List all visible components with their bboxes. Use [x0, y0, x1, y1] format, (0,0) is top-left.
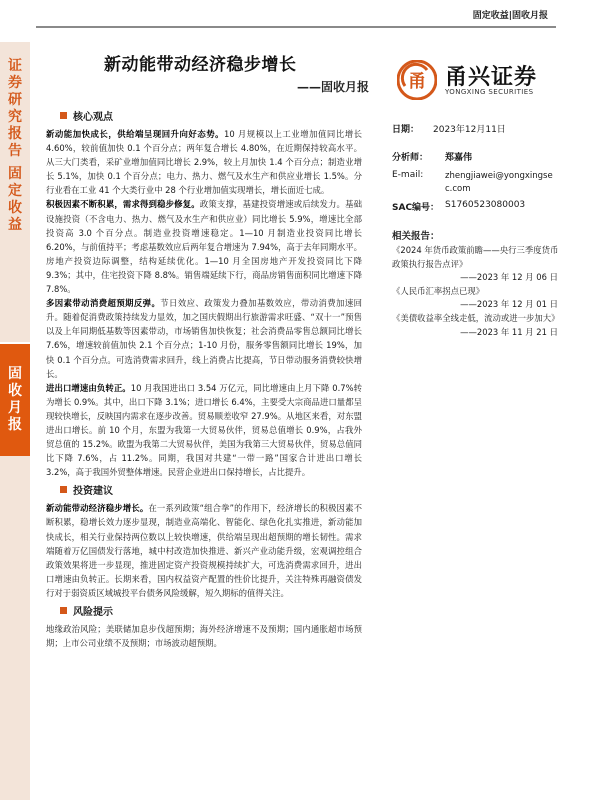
paragraph-demand — [46, 197, 362, 296]
related-report-date: ——2023 年 12 月 06 日 — [460, 272, 558, 283]
rail-char: 定 — [8, 183, 22, 199]
paragraph-lead: 新动能带动经济稳步增长。 — [46, 503, 149, 514]
section-heading-investment — [46, 482, 362, 497]
sac-label: SAC编号： — [392, 203, 440, 213]
section-square-icon — [60, 112, 67, 119]
paragraph-body: 10 月我国进出口 3.54 万亿元，同比增速由上月下降 0.7%转为增长 0.9%。其中，出口下降 3.1%；进口增长 6.4%，主要受大宗商品进口量都呈现较快增长，反映国内需求在逐步改善。贸易顺差收窄 27.9%。从地区来看，对东盟进出口增长。前 10 个月，东盟为我第一大贸易伙伴，贸易总值增长 0.9%，占我外贸总值的 15.2%。欧盟为我第二大贸易伙伴，美国为我第三大贸易伙伴，贸易总值同比下降 7.6%，占 11.2%。同期，我国对共建“一带一路”国家合计进出口增长 3.2%，高于我国外贸整体增速。民营企业进出口保持增长，占比提升。 — [46, 382, 363, 478]
related-report-date: ——2023 年 12 月 01 日 — [460, 299, 558, 310]
rail-char: 收 — [8, 383, 22, 399]
related-report-title[interactable]: 《2024 年货币政策前瞻——央行三季度货币政策执行报告点评》 — [392, 245, 559, 269]
rail-char: 报 — [8, 126, 22, 142]
related-reports-heading: 相关报告： — [392, 231, 440, 242]
paragraph-lead: 进出口增速由负转正。 — [46, 382, 131, 393]
report-sidebar — [392, 122, 562, 339]
related-report-date: ——2023 年 11 月 21 日 — [460, 326, 558, 337]
logo-mark-char: 甬 — [408, 71, 426, 92]
paragraph-trade — [46, 381, 362, 480]
analyst-label: 分析师： — [392, 153, 429, 163]
email-row — [392, 170, 562, 196]
section-square-icon — [60, 607, 67, 614]
section-square-icon — [60, 486, 67, 493]
rail-char: 固 — [8, 166, 22, 182]
analyst-name: 郑嘉伟 — [445, 153, 473, 163]
sac-value: S1760523080003 — [445, 200, 526, 210]
email-label: E-mail: — [392, 170, 424, 180]
company-logo — [397, 54, 587, 106]
paragraph-body: 节日效应、政策发力叠加基数效应，带动消费加速回升。随着促消费政策持续发力显效，加之国庆假期出行旅游需求旺盛、“双十一”预售以及上年同期低基数等因素带动，市场销售加快恢复；社会消费品零售总额同比增长 7.6%，增速较前值加快 2.1 个百分点；1-10 月份，服务零售额同比增长 19%，加快 0.1 个百分点。可选消费需求回升，线上消费占比提高，节日带动服务消费较快增长。 — [46, 298, 363, 379]
paragraph-risk — [46, 622, 362, 650]
date-value: 2023年12月11日 — [433, 125, 506, 135]
rail-label-upper — [0, 58, 30, 234]
paragraph-supply — [46, 127, 362, 197]
report-subtitle: ——固收月报 — [297, 80, 370, 94]
section-heading-risk — [46, 603, 362, 618]
date-row — [392, 122, 562, 136]
rail-char: 益 — [8, 217, 22, 233]
section-title: 核心观点 — [73, 112, 113, 123]
rail-char: 研 — [8, 92, 22, 108]
paragraph-consumption — [46, 296, 362, 381]
section-heading-core-views — [46, 108, 362, 123]
rail-label-report-type — [0, 366, 30, 434]
paragraph-lead: 新动能加快成长，供给端呈现回升向好态势。 — [46, 129, 225, 139]
company-name-cn: 甬兴证券 — [445, 65, 538, 90]
report-category-tag: 固定收益|固收月报 — [472, 11, 548, 21]
left-rail-lower — [0, 456, 30, 800]
paragraph-investment — [46, 501, 362, 600]
rail-char: 告 — [8, 143, 22, 159]
related-report-title[interactable]: 《人民币汇率拐点已现》 — [392, 285, 485, 296]
report-title: 新动能带动经济稳步增长 — [104, 55, 297, 75]
rail-char: 收 — [8, 200, 22, 216]
paragraph-body: 在一系列政策“组合拳”的作用下，经济增长的积极因素不断积累，稳增长效力逐步显现，制造业高端化、智能化、绿色化扎实推进，新动能加快成长，相关行业保持两位数以上较快增速，供给端呈现出超预期的增长韧性。需求端随着万亿国债发行落地，城中村改造加快推进、新兴产业动能升级，宏观调控组合政策效果将进一步显现，推进固定资产投资规模持续扩大，可选消费需求回升，进出口增速由负转正。长期来看，国内权益资产配置的性价比提升，关注特殊再融资债发行对于弱资质区域城投平台债务风险缓解，短久期标的值得关注。 — [46, 503, 362, 598]
paragraph-lead: 多因素带动消费超预期反弹。 — [46, 298, 161, 309]
section-title: 风险提示 — [73, 607, 113, 618]
header-divider — [36, 26, 556, 28]
section-title: 投资建议 — [73, 486, 113, 498]
rail-char: 固 — [8, 366, 22, 382]
rail-char: 证 — [8, 58, 22, 74]
paragraph-body: 地缘政治风险；美联储加息步伐超预期；海外经济增速不及预期；国内通胀超市场预期；上市公司业绩不及预期；市场波动超预期。 — [46, 624, 362, 649]
paragraph-body: 10 月规模以上工业增加值同比增长 4.60%，较前值加快 0.1 个百分点；两年复合增长 4.80%，在近期保持较高水平。从三大门类看，采矿业增加值同比增长 2.9%，较上月加快 1.4 个百分点；制造业增长 5.1%，加快 0.1 个百分点；电力、热力、燃气及水生产和供应业增长 1.5%。分行业看在工业 41 个大类行业中 28 个行业增加值实现增长，增长面近七成。 — [46, 129, 362, 196]
rail-char: 券 — [8, 75, 22, 91]
date-label: 日期： — [392, 125, 420, 135]
analyst-row — [392, 150, 562, 164]
sac-row — [392, 200, 562, 214]
company-name-en: YONGXING SECURITIES — [445, 88, 534, 96]
logo-mark-icon — [397, 60, 437, 100]
rail-char: 月 — [8, 400, 22, 416]
rail-char: 报 — [8, 417, 22, 433]
paragraph-lead: 积极因素不断积累，需求得到稳步修复。 — [46, 199, 200, 210]
rail-char: 究 — [8, 109, 22, 125]
main-content — [46, 108, 362, 650]
email-link[interactable]: zhengjiawei@yongxingsec.com — [445, 171, 553, 194]
related-report-title[interactable]: 《美债收益率全线走低，流动或进一步加大》 — [392, 312, 560, 323]
paragraph-body: 政策支撑，基建投资增速或后续发力。基础设施投资（不含电力、热力、燃气及水生产和供应业）同比增长 5.9%，增速比全部投资高 3.0 个百分点。制造业投资增速稳定。1—10 月制造业投资同比增长 6.20%，与前值持平；考虑基数效应后两年复合增速为 7.94%，高于去年同期水平。房地产投资边际调整，结构延续优化。1—10 月全国房地产开发投资同比下降 9.3%；其中，住宅投资下降 8.8%。销售端延续下行，商品房销售面积同比增速下降 7.8%。 — [46, 199, 362, 295]
